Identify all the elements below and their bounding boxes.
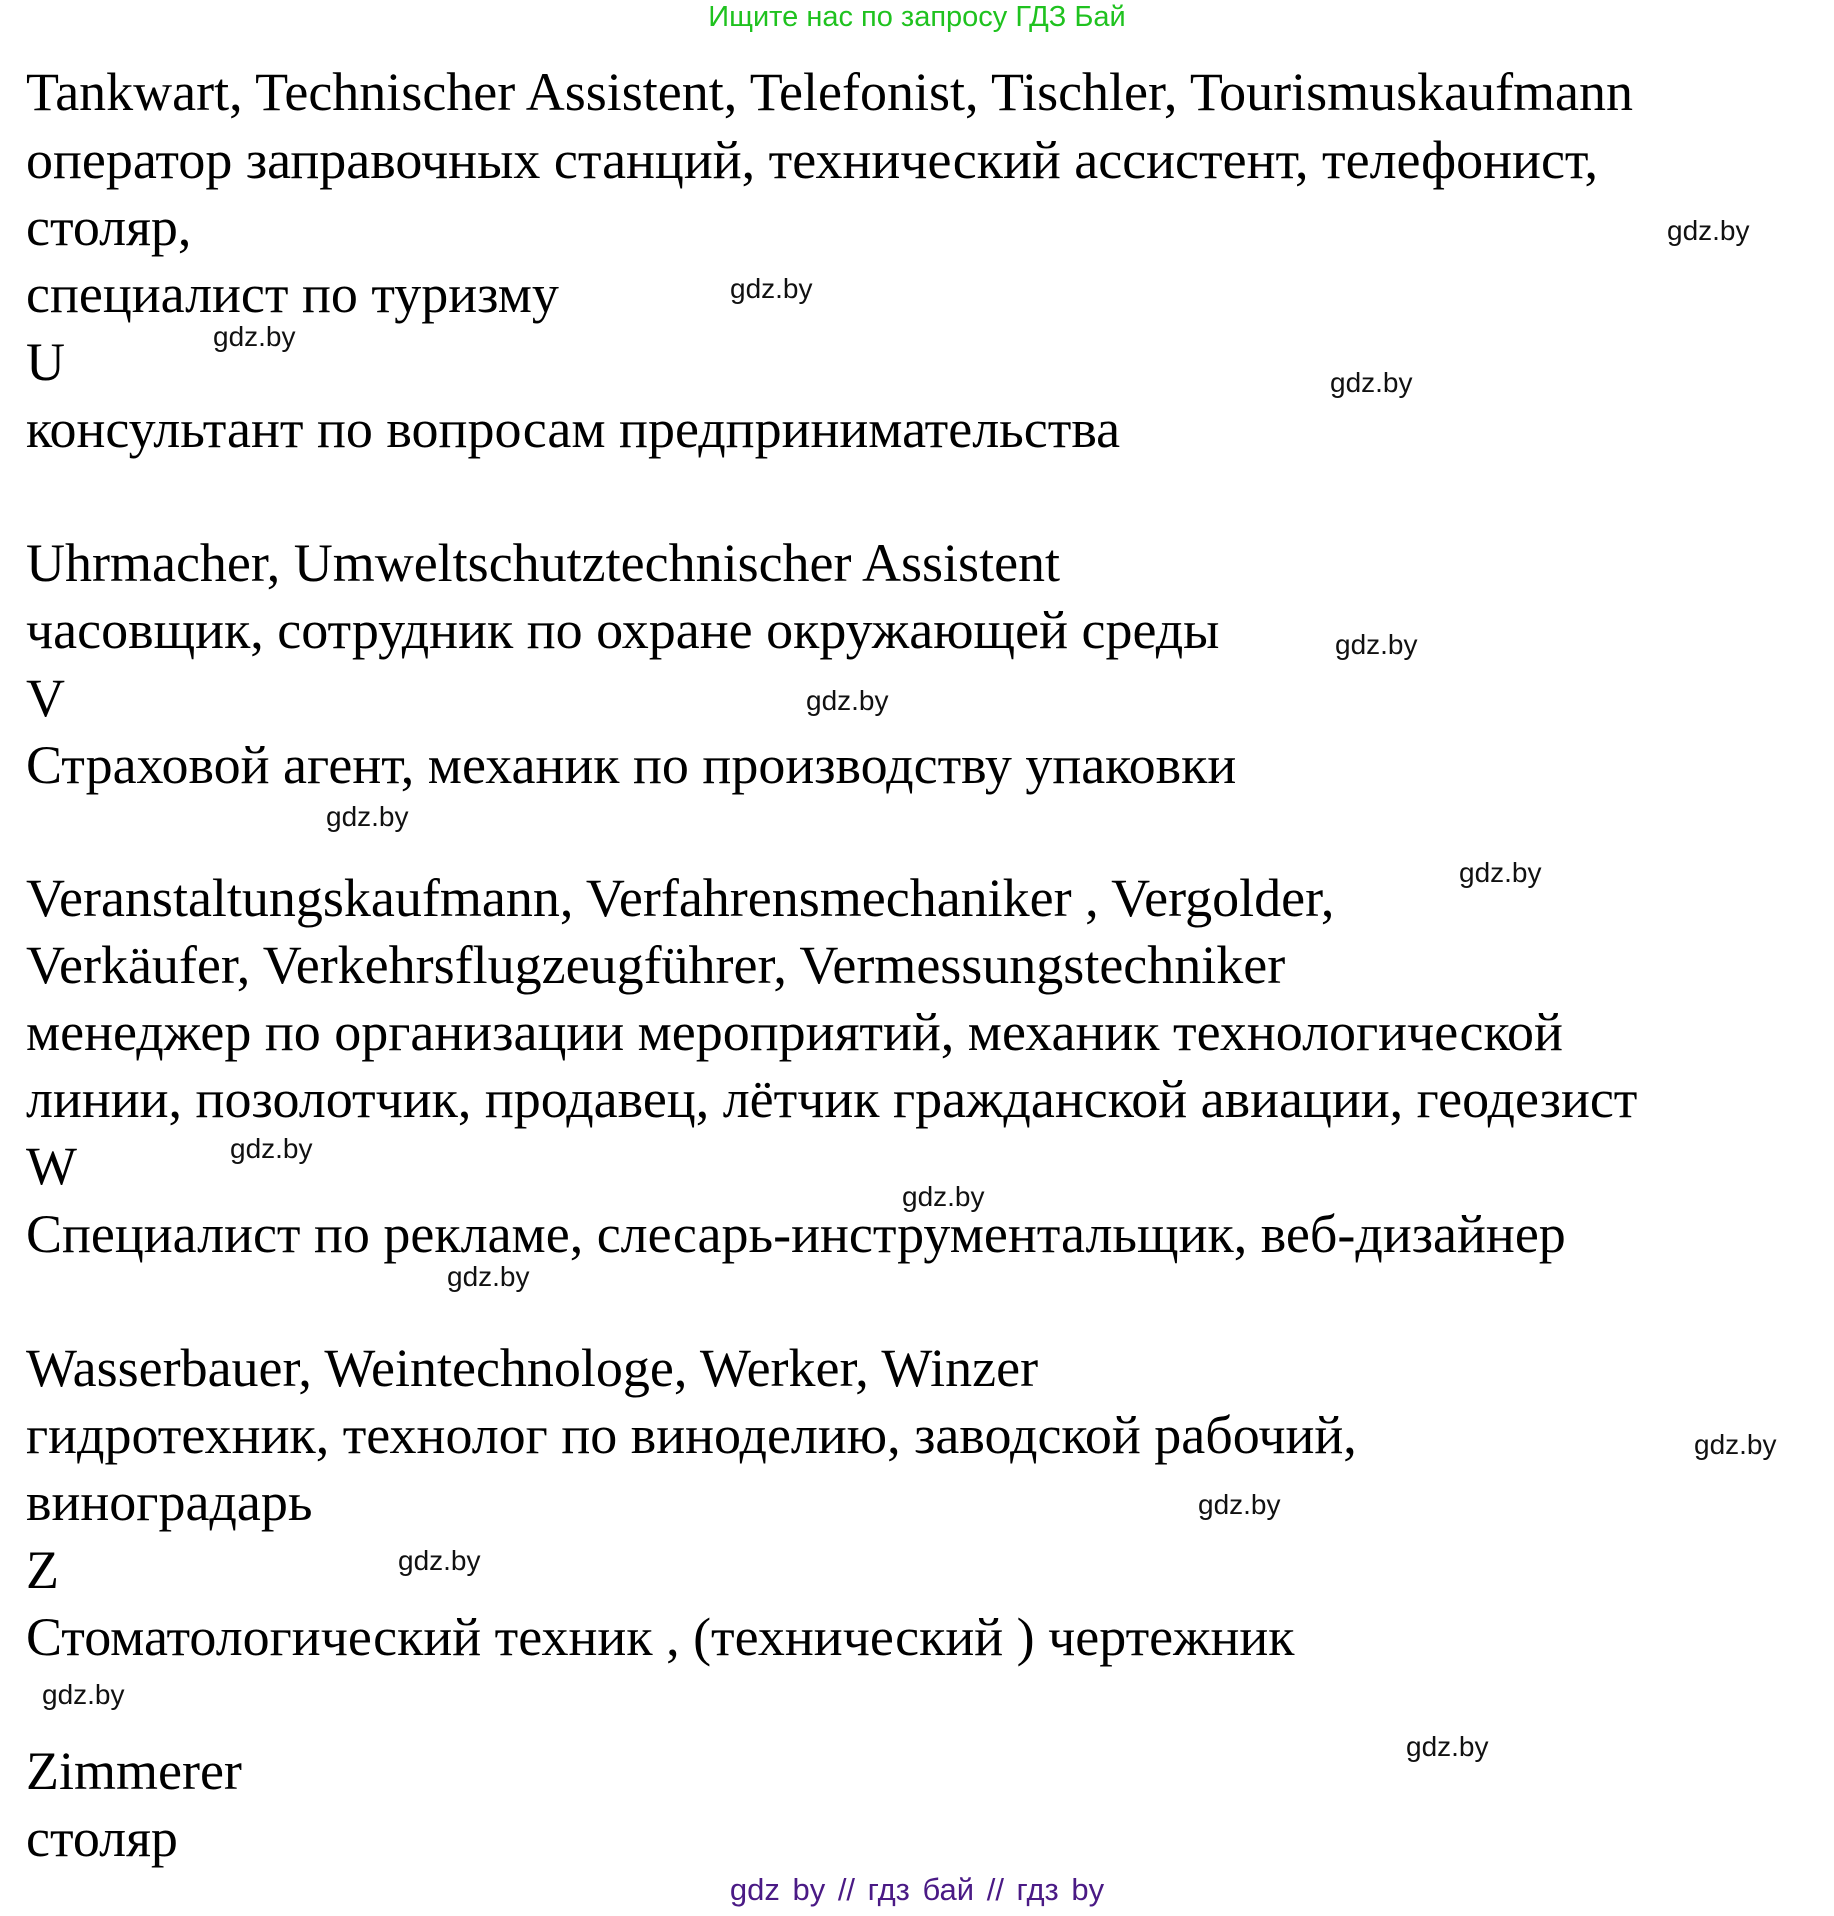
footer-watermark-banner: gdz by // гдз бай // гдз by: [729, 1872, 1105, 1907]
text-line-v-ru-3: линии, позолотчик, продавец, лётчик гражданской авиации, геодезист: [26, 1069, 1638, 1129]
section-letter-u: U: [26, 332, 65, 392]
text-line-v-ru-1: Страховой агент, механик по производству упаковки: [26, 735, 1237, 795]
text-line-v-de-1: Veranstaltungskaufmann, Verfahrensmechaniker , Vergolder,: [26, 868, 1335, 928]
search-hint-banner: Ищите нас по запросу ГДЗ Бай: [708, 1, 1126, 33]
text-line-w-ru-3: виноградарь: [26, 1472, 313, 1532]
watermark: gdz.by: [1335, 629, 1418, 660]
watermark: gdz.by: [447, 1261, 530, 1292]
text-line-t-de: Tankwart, Technischer Assistent, Telefonist, Tischler, Tourismuskaufmann: [26, 62, 1634, 122]
watermark: gdz.by: [326, 801, 409, 832]
text-line-u-ru-2: часовщик, сотрудник по охране окружающей среды: [26, 600, 1220, 660]
text-line-w-ru-2: гидротехник, технолог по виноделию, заводской рабочий,: [26, 1405, 1357, 1465]
section-letter-w: W: [26, 1136, 77, 1196]
watermark: gdz.by: [1198, 1489, 1281, 1520]
text-line-z-ru-2: столяр: [26, 1808, 178, 1868]
text-line-z-ru-1: Стоматологический техник , (технический ) чертежник: [26, 1607, 1295, 1667]
text-line-u-de: Uhrmacher, Umweltschutztechnischer Assistent: [26, 533, 1061, 593]
watermark: gdz.by: [230, 1133, 313, 1164]
text-line-t-ru-3: специалист по туризму: [26, 264, 559, 324]
text-line-z-de: Zimmerer: [26, 1741, 242, 1801]
watermark: gdz.by: [1330, 367, 1413, 398]
watermark: gdz.by: [1667, 215, 1750, 246]
text-line-w-de: Wasserbauer, Weintechnologe, Werker, Winzer: [26, 1338, 1039, 1398]
text-line-v-de-2: Verkäufer, Verkehrsflugzeugführer, Vermessungstechniker: [26, 935, 1286, 995]
section-letter-v: V: [26, 668, 65, 728]
text-line-u-ru-1: консультант по вопросам предпринимательства: [26, 399, 1121, 459]
text-line-v-ru-2: менеджер по организации мероприятий, механик технологической: [26, 1002, 1563, 1062]
watermark: gdz.by: [806, 685, 889, 716]
watermark: gdz.by: [1694, 1429, 1777, 1460]
section-letter-z: Z: [26, 1540, 59, 1600]
watermark: gdz.by: [1406, 1731, 1489, 1762]
watermark: gdz.by: [398, 1545, 481, 1576]
text-line-t-ru-2: столяр,: [26, 197, 192, 257]
text-line-w-ru-1: Специалист по рекламе, слесарь-инструментальщик, веб-дизайнер: [26, 1204, 1566, 1264]
watermark: gdz.by: [1459, 857, 1542, 888]
watermark: gdz.by: [730, 273, 813, 304]
watermark: gdz.by: [42, 1679, 125, 1710]
watermark: gdz.by: [902, 1181, 985, 1212]
text-line-t-ru-1: оператор заправочных станций, технический ассистент, телефонист,: [26, 130, 1598, 190]
watermark: gdz.by: [213, 321, 296, 352]
